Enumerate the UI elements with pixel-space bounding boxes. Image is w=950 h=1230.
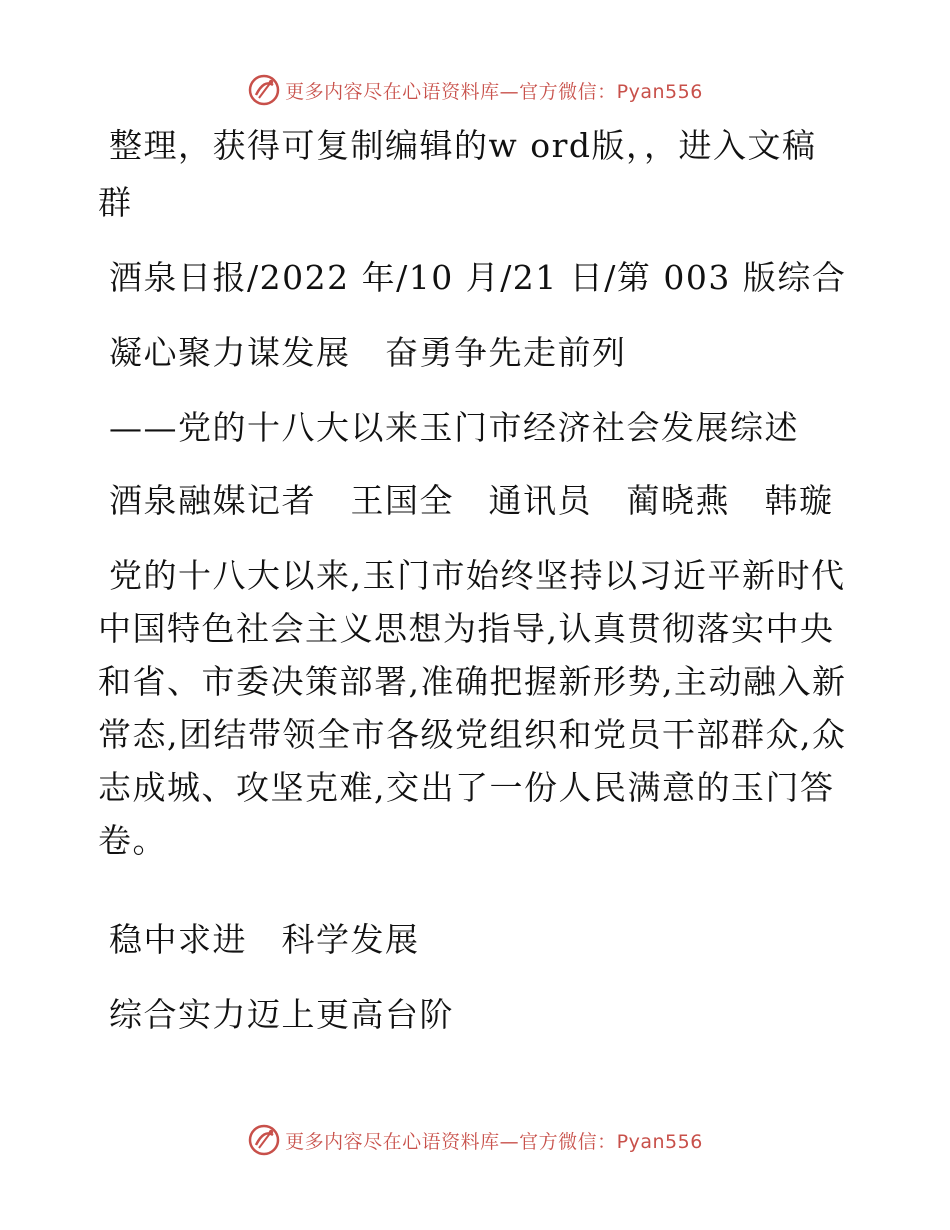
- paragraph-line: 卷。: [98, 821, 167, 860]
- section-subheading: 综合实力迈上更高台阶: [109, 995, 454, 1034]
- paragraph-line: 常态,团结带领全市各级党组织和党员干部群众,众: [98, 715, 847, 754]
- paragraph-line: 党的十八大以来,玉门市始终坚持以习近平新时代: [109, 556, 846, 595]
- intro-line-2: 群: [98, 183, 133, 222]
- source-line: 酒泉日报/2022 年/10 月/21 日/第 003 版综合: [109, 258, 847, 297]
- watermark-footer: [0, 1120, 950, 1160]
- watermark-header: [0, 70, 950, 110]
- paragraph-line: 志成城、攻坚克难,交出了一份人民满意的玉门答: [98, 768, 835, 807]
- section-heading: 稳中求进 科学发展: [109, 920, 420, 959]
- watermark-text: 更多内容尽在心语资料库—官方微信：Pyan556: [285, 80, 703, 103]
- watermark-logo-icon: [247, 73, 281, 107]
- subheadline: ——党的十八大以来玉门市经济社会发展综述: [109, 408, 799, 447]
- body-paragraph: [98, 556, 858, 874]
- watermark-text: 更多内容尽在心语资料库—官方微信：Pyan556: [285, 1130, 703, 1153]
- byline: 酒泉融媒记者 王国全 通讯员 蔺晓燕 韩璇: [109, 481, 834, 520]
- paragraph-line: 中国特色社会主义思想为指导,认真贯彻落实中央: [98, 609, 835, 648]
- paragraph-line: 和省、市委决策部署,准确把握新形势,主动融入新: [98, 662, 847, 701]
- intro-line-1: 整理，获得可复制编辑的w ord版，，进入文稿: [109, 126, 817, 165]
- headline: 凝心聚力谋发展 奋勇争先走前列: [109, 333, 627, 372]
- watermark-logo-icon: [247, 1123, 281, 1157]
